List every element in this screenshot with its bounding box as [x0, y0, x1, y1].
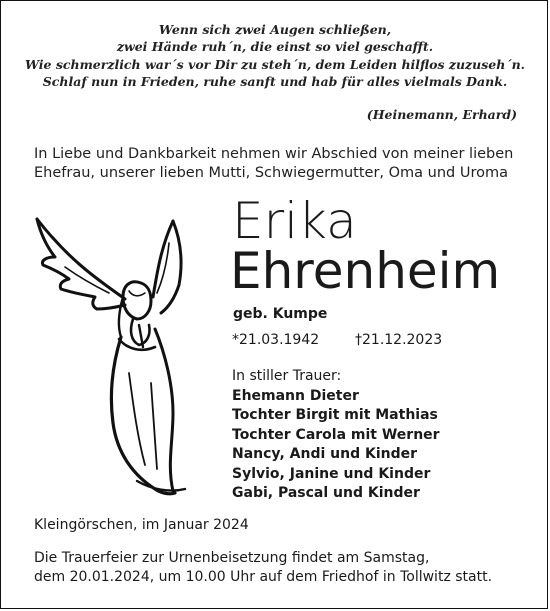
funeral-notice	[34, 549, 534, 587]
deceased-last-name: Ehrenheim	[230, 242, 501, 300]
poem-line: Wenn sich zwei Augen schließen,	[158, 22, 392, 37]
mourner-name: Tochter Carola mit Werner	[232, 426, 440, 443]
poem-line: Wie schmerzlich war´s vor Dir zu steh´n, dem Leiden hilflos zuzuseh´n.	[24, 56, 526, 72]
funeral-line: Die Trauerfeier zur Urnenbeisetzung findet am Samstag,	[34, 550, 430, 566]
mourner-name: Gabi, Pascal und Kinder	[232, 485, 420, 502]
mourner-name: Sylvio, Janine und Kinder	[232, 465, 431, 482]
birth-date: *21.03.1942	[232, 332, 320, 348]
deceased-first-name: Erika	[232, 192, 357, 250]
poem-line: zwei Hände ruh´n, die einst so viel geschafft.	[116, 39, 434, 55]
mourners-list	[232, 387, 440, 503]
poem	[1, 21, 549, 90]
poem-author: (Heinemann, Erhard)	[366, 107, 517, 122]
intro-text	[34, 145, 534, 183]
mourner-name: Nancy, Andi und Kinder	[232, 446, 418, 463]
mourners-heading: In stiller Trauer:	[232, 368, 342, 384]
intro-line: Ehefrau, unserer lieben Mutti, Schwiegermutter, Oma und Uroma	[34, 165, 508, 181]
poem-line: Schlaf nun in Frieden, ruhe sanft und hab für alles vielmals Dank.	[42, 73, 508, 89]
place-date: Kleingörschen, im Januar 2024	[34, 517, 249, 533]
mourner-name: Ehemann Dieter	[232, 388, 359, 404]
funeral-line: dem 20.01.2024, um 10.00 Uhr auf dem Friedhof in Tollwitz statt.	[34, 569, 493, 585]
mourner-name: Tochter Birgit mit Mathias	[232, 407, 438, 424]
death-date: †21.12.2023	[355, 332, 443, 348]
angel-icon	[33, 213, 193, 503]
maiden-name: geb. Kumpe	[233, 306, 328, 322]
intro-line: In Liebe und Dankbarkeit nehmen wir Abschied von meiner lieben	[34, 146, 514, 162]
